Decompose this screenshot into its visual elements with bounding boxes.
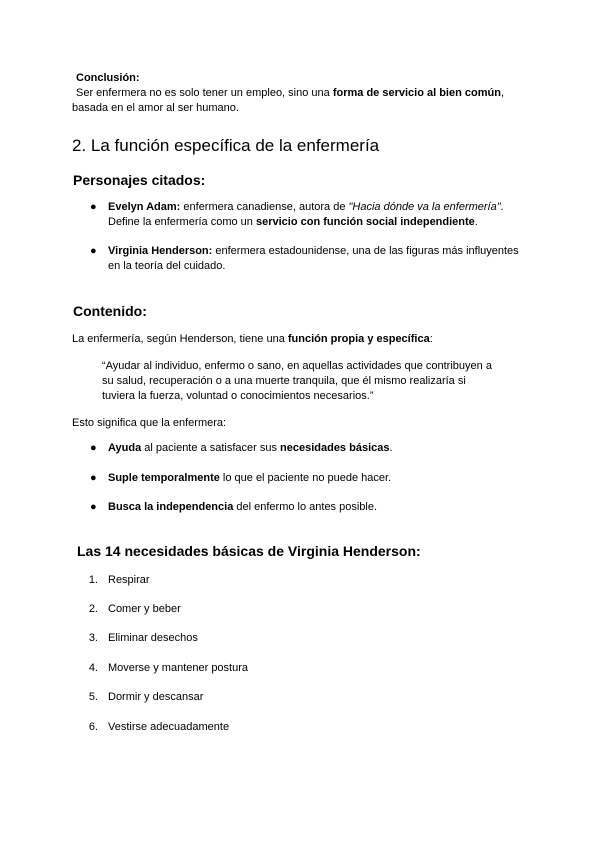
list-number: 3. — [88, 632, 98, 644]
bullet-icon: ● — [90, 472, 97, 484]
list-number: 6. — [88, 721, 98, 733]
personajes-heading: Personajes citados: — [73, 172, 206, 188]
conclusion-line-1: Ser enfermera no es solo tener un empleo, sino una forma de servicio al bien común, — [76, 87, 504, 99]
quote-line: “Ayudar al individuo, enfermo o sano, en aquellas actividades que contribuyen a — [102, 360, 492, 372]
bullet-icon: ● — [90, 442, 97, 454]
list-item: Vestirse adecuadamente — [108, 721, 230, 733]
significa-text: Esto significa que la enfermera: — [72, 417, 227, 429]
list-item: Eliminar desechos — [108, 632, 198, 644]
personaje-evelyn-line-2: Define la enfermería como un servicio con función social independiente. — [108, 216, 478, 228]
quote-line: tuviera la fuerza, voluntad o conocimientos necesarios.” — [102, 390, 374, 402]
list-item: Respirar — [108, 574, 150, 586]
quote-line: su salud, recuperación o a una muerte tranquila, que él mismo realizaría si — [102, 375, 466, 387]
contenido-heading: Contenido: — [73, 303, 147, 319]
bullet-icon: ● — [90, 245, 97, 257]
list-number: 1. — [88, 574, 98, 586]
role-item: Busca la independencia del enfermo lo antes posible. — [108, 501, 378, 513]
section-title: 2. La función específica de la enfermería — [72, 136, 380, 155]
bullet-icon: ● — [90, 201, 97, 213]
list-number: 4. — [88, 662, 98, 674]
conclusion-title: Conclusión: — [76, 72, 140, 84]
list-item: Moverse y mantener postura — [108, 662, 249, 674]
list-number: 2. — [88, 603, 98, 615]
bullet-icon: ● — [90, 501, 97, 513]
role-item: Suple temporalmente lo que el paciente no puede hacer. — [108, 472, 392, 484]
conclusion-line-2: basada en el amor al ser humano. — [72, 102, 239, 114]
list-number: 5. — [88, 691, 98, 703]
contenido-text: La enfermería, según Henderson, tiene una función propia y específica: — [72, 333, 433, 345]
personaje-henderson-line-2: en la teoría del cuidado. — [108, 260, 226, 272]
personaje-evelyn-line-1: Evelyn Adam: enfermera canadiense, autora de "Hacia dónde va la enfermería". — [108, 201, 504, 213]
necesidades-heading: Las 14 necesidades básicas de Virginia Henderson: — [77, 543, 421, 559]
list-item: Dormir y descansar — [108, 691, 204, 703]
personaje-henderson-line-1: Virginia Henderson: enfermera estadounidense, una de las figuras más influyentes — [108, 245, 519, 257]
list-item: Comer y beber — [108, 603, 181, 615]
role-item: Ayuda al paciente a satisfacer sus necesidades básicas. — [108, 442, 393, 454]
